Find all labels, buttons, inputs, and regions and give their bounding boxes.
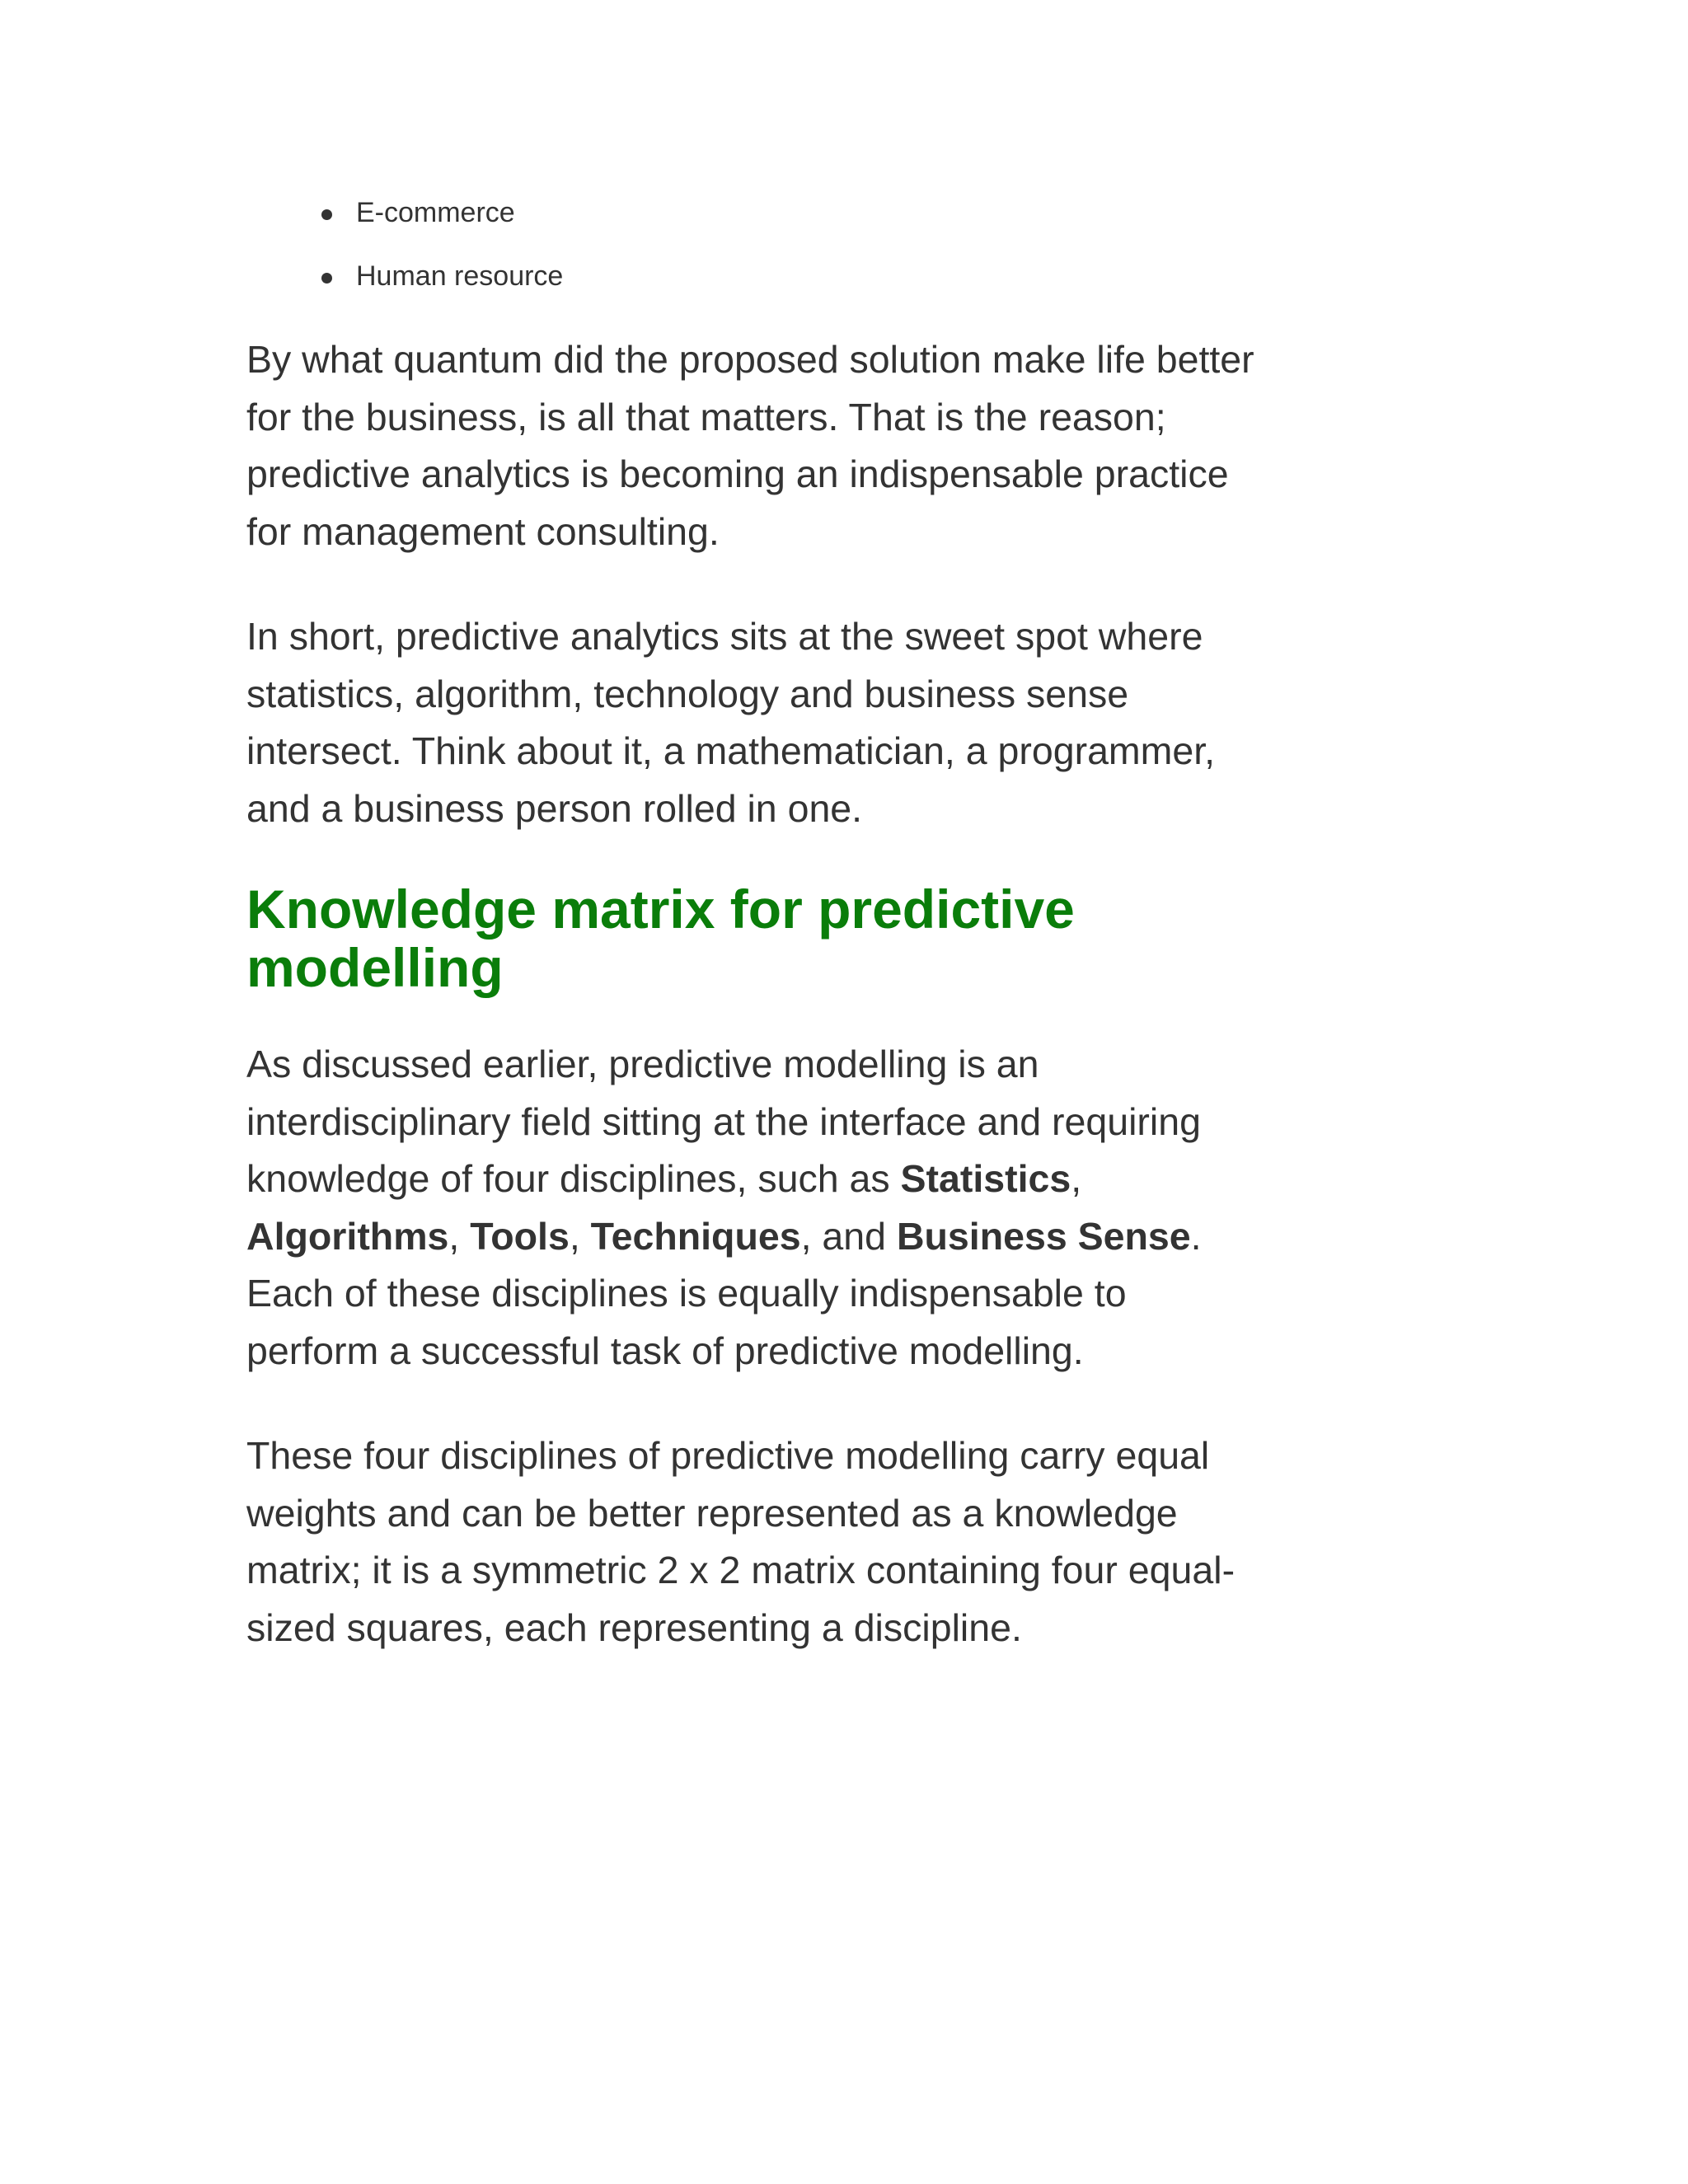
- section-heading: Knowledge matrix for predictive modelling: [246, 879, 1075, 998]
- separator-text: , and: [800, 1214, 897, 1258]
- term-techniques: Techniques: [590, 1214, 801, 1258]
- list-item: [246, 196, 1260, 229]
- list-item-text: E-commerce: [356, 197, 515, 228]
- paragraph-disciplines: [246, 1036, 1260, 1380]
- paragraph-business-value: By what quantum did the proposed solution make life better for the business, is all that matters. That is the reason; predictive analytics is becoming an indispensable practice for management consulting.: [246, 338, 1254, 553]
- term-statistics: Statistics: [900, 1157, 1071, 1200]
- separator-text: ,: [1071, 1157, 1082, 1200]
- paragraph-text: . Each of these disciplines is equally indispensable to perform a successful task of predictive modelling.: [246, 1214, 1202, 1372]
- term-algorithms: Algorithms: [246, 1214, 449, 1258]
- term-tools: Tools: [470, 1214, 570, 1258]
- paragraph-knowledge-matrix: These four disciplines of predictive modelling carry equal weights and can be better represented as a knowledge matrix; it is a symmetric 2 x 2 matrix containing four equal-sized squares, each representing a discipline.: [246, 1434, 1236, 1649]
- industry-bullet-list: [246, 196, 1260, 323]
- paragraph-sweet-spot: In short, predictive analytics sits at the sweet spot where statistics, algorithm, technology and business sense intersect. Think about it, a mathematician, a programmer, and a business person rolled in one.: [246, 615, 1216, 830]
- term-business-sense: Business Sense: [896, 1214, 1191, 1258]
- bullet-dot-icon: [321, 209, 332, 220]
- separator-text: ,: [569, 1214, 591, 1258]
- list-item: [246, 260, 1260, 293]
- paragraph-text: As discussed earlier, predictive modelling is an interdisciplinary field sitting at the interface and requiring knowledge of four disciplines, such as: [246, 1043, 1201, 1200]
- list-item-text: Human resource: [356, 260, 564, 292]
- bullet-dot-icon: [321, 273, 332, 284]
- separator-text: ,: [448, 1214, 471, 1258]
